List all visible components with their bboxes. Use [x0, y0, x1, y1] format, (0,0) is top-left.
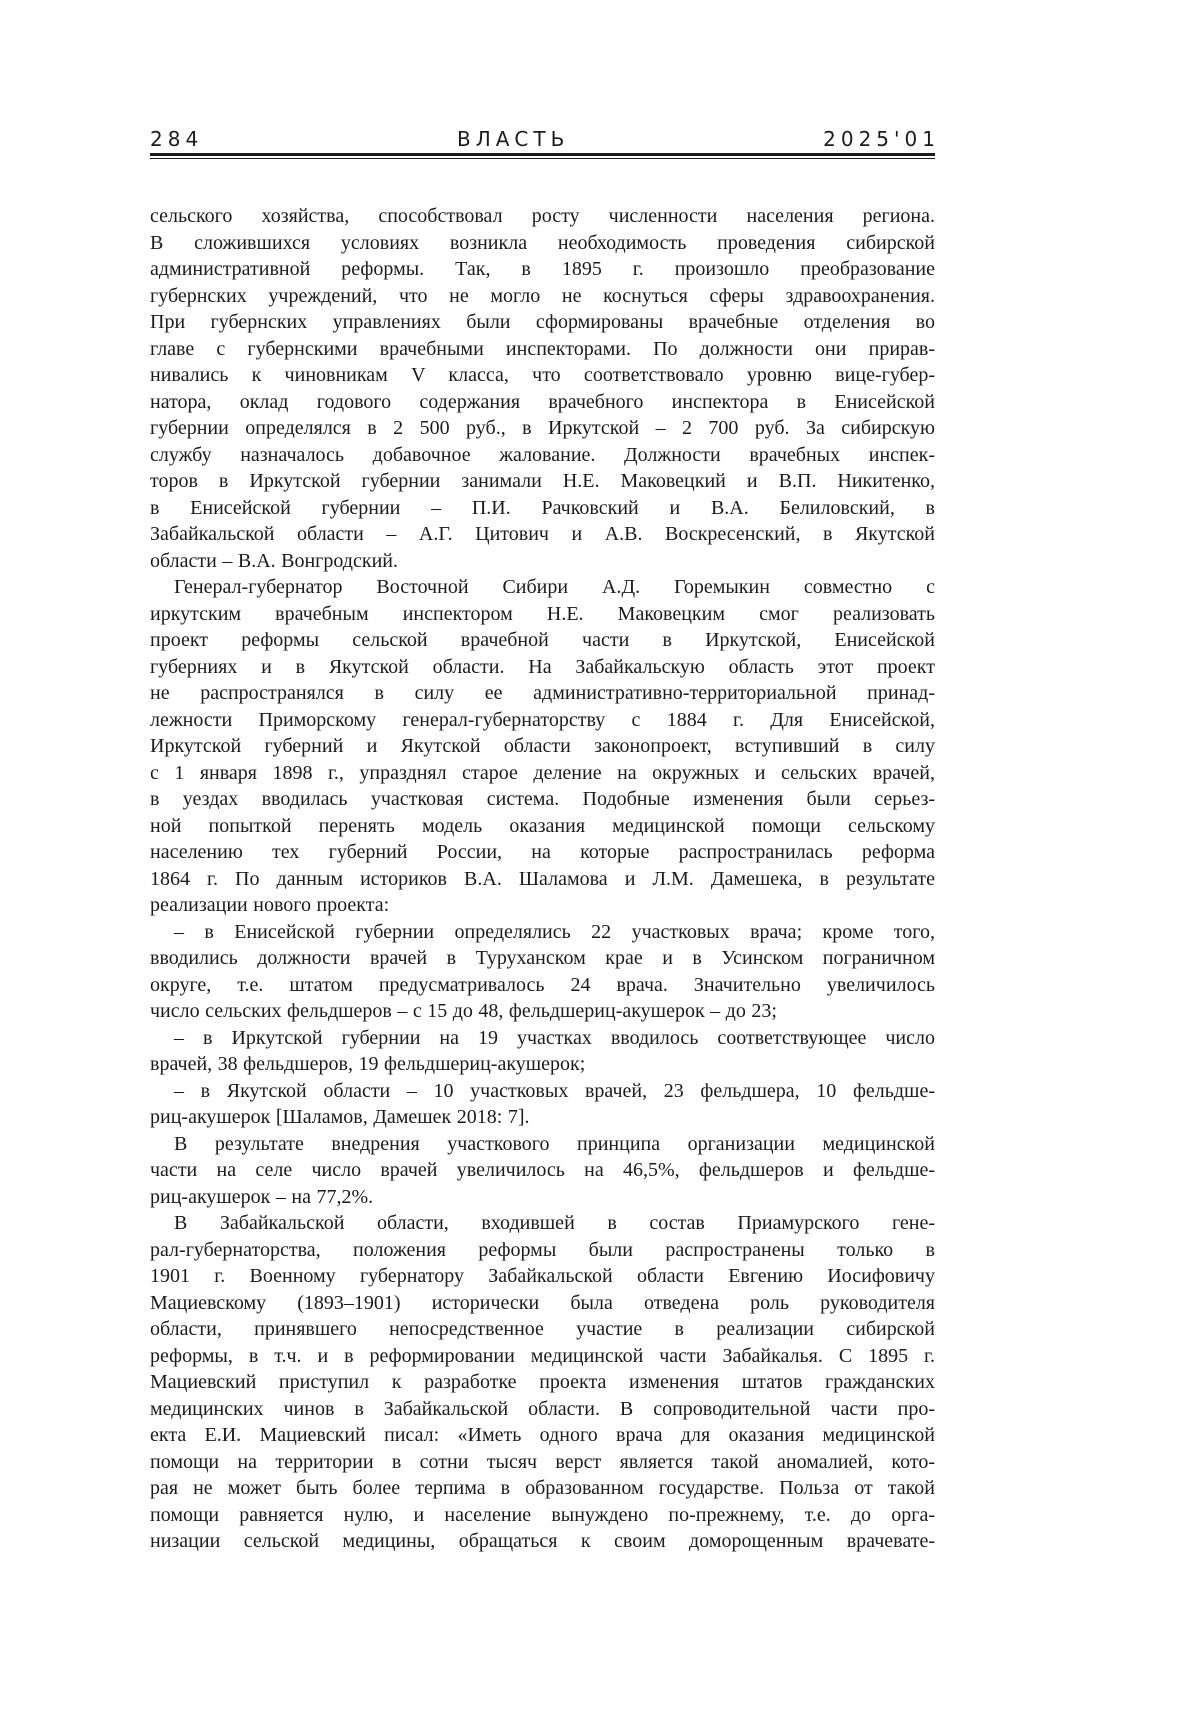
text-line: области – В.А. Вонгродский. — [150, 549, 398, 572]
text-line: службу назначалось добавочное жалование. Должности врачебных инспек- — [150, 443, 935, 466]
text-line: населению тех губерний России, на которые распространилась реформа — [150, 841, 935, 863]
text-line: части на селе число врачей увеличилось на 46,5%, фельдшеров и фельдше- — [150, 1159, 935, 1181]
text-line: области, принявшего непосредственное участие в реализации сибирской — [150, 1318, 935, 1340]
text-line: В результате внедрения участкового принципа организации медицинской — [174, 1132, 935, 1155]
text-line: помощи на территории в сотни тысяч верст является такой аномалией, кото- — [150, 1450, 935, 1473]
text-line: 1901 г. Военному губернатору Забайкальской области Евгению Иосифовичу — [150, 1265, 935, 1287]
text-line: Забайкальской области – А.Г. Цитович и А.В. Воскресенский, в Якутской — [150, 523, 935, 545]
text-line: низации сельской медицины, обращаться к своим доморощенным врачевате- — [150, 1530, 935, 1552]
paragraph — [150, 203, 935, 574]
text-line: с 1 января 1898 г., упразднял старое деление на окружных и сельских врачей, — [150, 761, 935, 784]
text-line: При губернских управлениях были сформированы врачебные отделения во — [150, 311, 935, 333]
text-line: проект реформы сельской врачебной части в Иркутской, Енисейской — [150, 629, 935, 651]
text-line: губерниях и в Якутской области. На Забайкальскую область этот проект — [150, 655, 935, 678]
issue-number: 2025'01 — [823, 127, 940, 151]
text-line: – в Енисейской губернии определялись 22 участковых врача; кроме того, — [174, 920, 935, 943]
text-line: реформы, в т.ч. и в реформировании медицинской части Забайкалья. С 1895 г. — [150, 1344, 935, 1367]
journal-title: ВЛАСТЬ — [456, 127, 570, 151]
text-line: нивались к чиновникам V класса, что соответствовало уровню вице-губер- — [150, 364, 935, 386]
text-line: 1864 г. По данным историков В.А. Шаламова и Л.М. Дамешека, в результате — [150, 867, 935, 890]
text-line: рал-губернаторства, положения реформы были распространены только в — [150, 1238, 935, 1261]
text-line: в уездах вводилась участковая система. Подобные изменения были серьез- — [150, 788, 935, 810]
text-line: в Енисейской губернии – П.И. Рачковский и В.А. Белиловский, в — [150, 496, 935, 519]
text-line: губернии определялся в 2 500 руб., в Иркутской – 2 700 руб. За сибирскую — [150, 417, 935, 439]
paragraph — [150, 1131, 935, 1211]
paragraph — [150, 574, 935, 919]
paragraph — [150, 919, 935, 1025]
text-line: реализации нового проекта: — [150, 894, 390, 916]
text-line: натора, оклад годового содержания врачебного инспектора в Енисейской — [150, 390, 935, 413]
text-line: не распространялся в силу ее административно-территориальной принад- — [150, 682, 935, 704]
text-line: медицинских чинов в Забайкальской области. В сопроводительной части про- — [150, 1397, 935, 1420]
paragraph — [150, 1210, 935, 1555]
text-line: Генерал-губернатор Восточной Сибири А.Д. Горемыкин совместно с — [174, 576, 935, 598]
text-line: риц-акушерок [Шаламов, Дамешек 2018: 7]. — [150, 1106, 530, 1128]
paragraph — [150, 1025, 935, 1078]
text-line: В Забайкальской области, входившей в состав Приамурского гене- — [174, 1212, 935, 1234]
page-number: 284 — [150, 127, 204, 151]
text-line: губернских учреждений, что не могло не коснуться сферы здравоохранения. — [150, 284, 935, 307]
text-line: помощи равняется нулю, и население вынуждено по-прежнему, т.е. до орга- — [150, 1503, 935, 1526]
text-line: Мациевскому (1893–1901) исторически была отведена роль руководителя — [150, 1291, 935, 1314]
text-line: рая не может быть более терпима в образованном государстве. Польза от такой — [150, 1477, 935, 1499]
text-line: округе, т.е. штатом предусматривалось 24 врача. Значительно увеличилось — [150, 973, 935, 996]
text-line: врачей, 38 фельдшеров, 19 фельдшериц-акушерок; — [150, 1053, 586, 1075]
text-line: Иркутской губерний и Якутской области законопроект, вступивший в силу — [150, 735, 935, 757]
text-line: – в Иркутской губернии на 19 участках вводилось соответствующее число — [174, 1026, 935, 1049]
text-line: риц-акушерок – на 77,2%. — [150, 1185, 374, 1208]
text-line: торов в Иркутской губернии занимали Н.Е. Маковецкий и В.П. Никитенко, — [150, 470, 935, 492]
text-line: главе с губернскими врачебными инспекторами. По должности они прирав- — [150, 337, 935, 360]
text-line: – в Якутской области – 10 участковых врачей, 23 фельдшера, 10 фельдше- — [174, 1079, 935, 1102]
text-line: сельского хозяйства, способствовал росту численности населения региона. — [150, 205, 935, 227]
text-line: вводились должности врачей в Туруханском крае и в Усинском пограничном — [150, 947, 935, 969]
article-body — [150, 203, 935, 1555]
text-line: Мациевский приступил к разработке проекта изменения штатов гражданских — [150, 1371, 935, 1393]
text-line: ной попыткой перенять модель оказания медицинской помощи сельскому — [150, 814, 935, 837]
text-line: екта Е.И. Мациевский писал: «Иметь одного врача для оказания медицинской — [150, 1424, 935, 1446]
text-line: число сельских фельдшеров – с 15 до 48, фельдшериц-акушерок – до 23; — [150, 1000, 777, 1022]
text-line: административной реформы. Так, в 1895 г. произошло преобразование — [150, 258, 935, 280]
text-line: иркутским врачебным инспектором Н.Е. Маковецким смог реализовать — [150, 602, 935, 625]
page-header — [150, 0, 940, 151]
header-rule — [150, 153, 935, 159]
text-line: В сложившихся условиях возникла необходимость проведения сибирской — [150, 231, 935, 254]
text-line: лежности Приморскому генерал-губернаторству с 1884 г. Для Енисейской, — [150, 708, 935, 731]
paragraph — [150, 1078, 935, 1131]
